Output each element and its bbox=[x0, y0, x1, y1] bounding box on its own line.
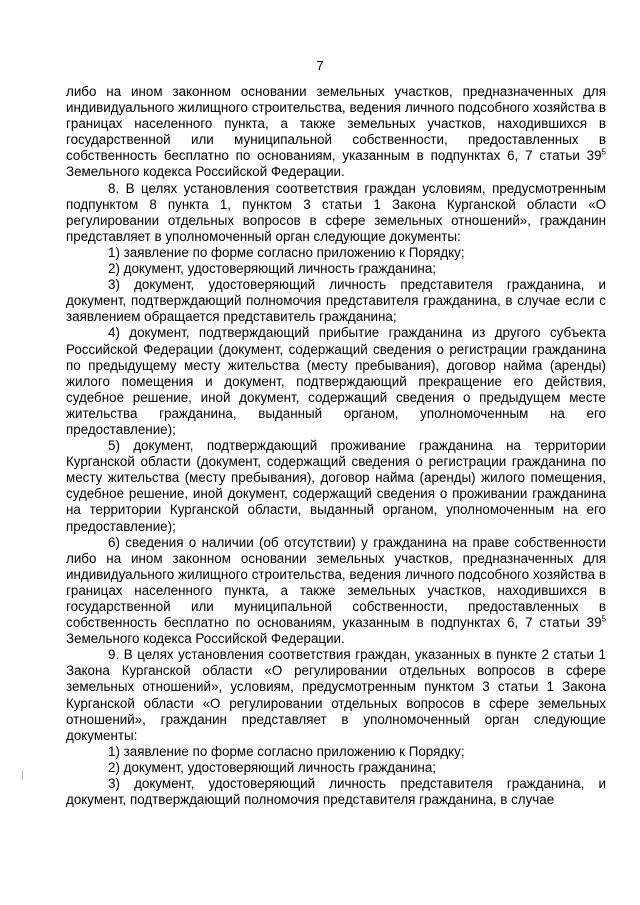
list-item: 1) заявление по форме согласно приложению к Порядку; bbox=[108, 743, 465, 759]
list-item: 2) документ, удостоверяющий личность гражданина; bbox=[108, 261, 436, 277]
paragraph-clause-9: 9. В целях установления соответствия граждан, указанных в пункте 2 статьи 1 Закона Курганской области «О регулировании отдельных вопросов в сфере земельных отношений», условиям, предусмотренным пунктом 3 статьи 1 Закона Курганской области «О регулировании отдельных вопросов в сфере земельных отношений», гражданин представляет в уполномоченный орган следующие документы: bbox=[66, 647, 606, 743]
paragraph-continuation: либо на ином законном основании земельных участков, предназначенных для индивидуального жилищного строительства, ведения личного подсобного хозяйства в границах населенного пункта, а также земельных участков, находившихся в государственной или муниципальной собственности, предоставленных в собственность бесплатно по основаниям, указанным в подпунктах 6, 7 статьи $39^5$ Земельного кодекса Российской Федерации. bbox=[66, 84, 606, 180]
list-item: 1) заявление по форме согласно приложению к Порядку; bbox=[108, 244, 465, 260]
paragraph-clause-8: 8. В целях установления соответствия граждан условиям, предусмотренным подпунктом 8 пункта 1, пунктом 3 статьи 1 Закона Курганской области «О регулировании отдельных вопросов в сфере земельных отношений», гражданин представляет в уполномоченный орган следующие документы: bbox=[66, 180, 606, 244]
list-item: 4) документ, подтверждающий прибытие гражданина из другого субъекта Российской Федерации (документ, содержащий сведения о регистрации гражданина по предыдущему месту жительства (месту пребывания), договор найма (аренды) жилого помещения и документ, подтверждающий прекращение его действия, судебное решение, иной документ, содержащий сведения о предыдущем месте жительства гражданина, выданный органом, уполномоченным на его предоставление); bbox=[66, 325, 606, 437]
document-body bbox=[66, 84, 606, 808]
list-item: 2) документ, удостоверяющий личность гражданина; bbox=[108, 759, 436, 775]
list-item: 6) сведения о наличии (об отсутствии) у гражданина на праве собственности либо на ином законном основании земельных участков, предназначенных для индивидуального жилищного строительства, ведения личного подсобного хозяйства в границах населенного пункта, а также земельных участков, находившихся в государственной или муниципальной собственности, предоставленных в собственность бесплатно по основаниям, указанным в подпунктах 6, 7 статьи $39^5$ Земельного кодекса Российской Федерации. bbox=[66, 534, 606, 647]
list-item: 3) документ, удостоверяющий личность представителя гражданина, и документ, подтверждающий полномочия представителя гражданина, в случае bbox=[66, 776, 606, 808]
page-number: 7 bbox=[316, 58, 324, 73]
list-item: 3) документ, удостоверяющий личность представителя гражданина, и документ, подтверждающий полномочия представителя гражданина, в случае если с заявлением обращается представитель гражданина; bbox=[66, 277, 606, 325]
scan-mark bbox=[22, 770, 23, 780]
list-item: 5) документ, подтверждающий проживание гражданина на территории Курганской области (документ, содержащий сведения о регистрации гражданина по месту жительства (месту пребывания), договор найма (аренды) жилого помещения, судебное решение, иной документ, содержащий сведения о проживании гражданина на территории Курганской области, выданный органом, уполномоченным на его предоставление); bbox=[66, 438, 606, 534]
